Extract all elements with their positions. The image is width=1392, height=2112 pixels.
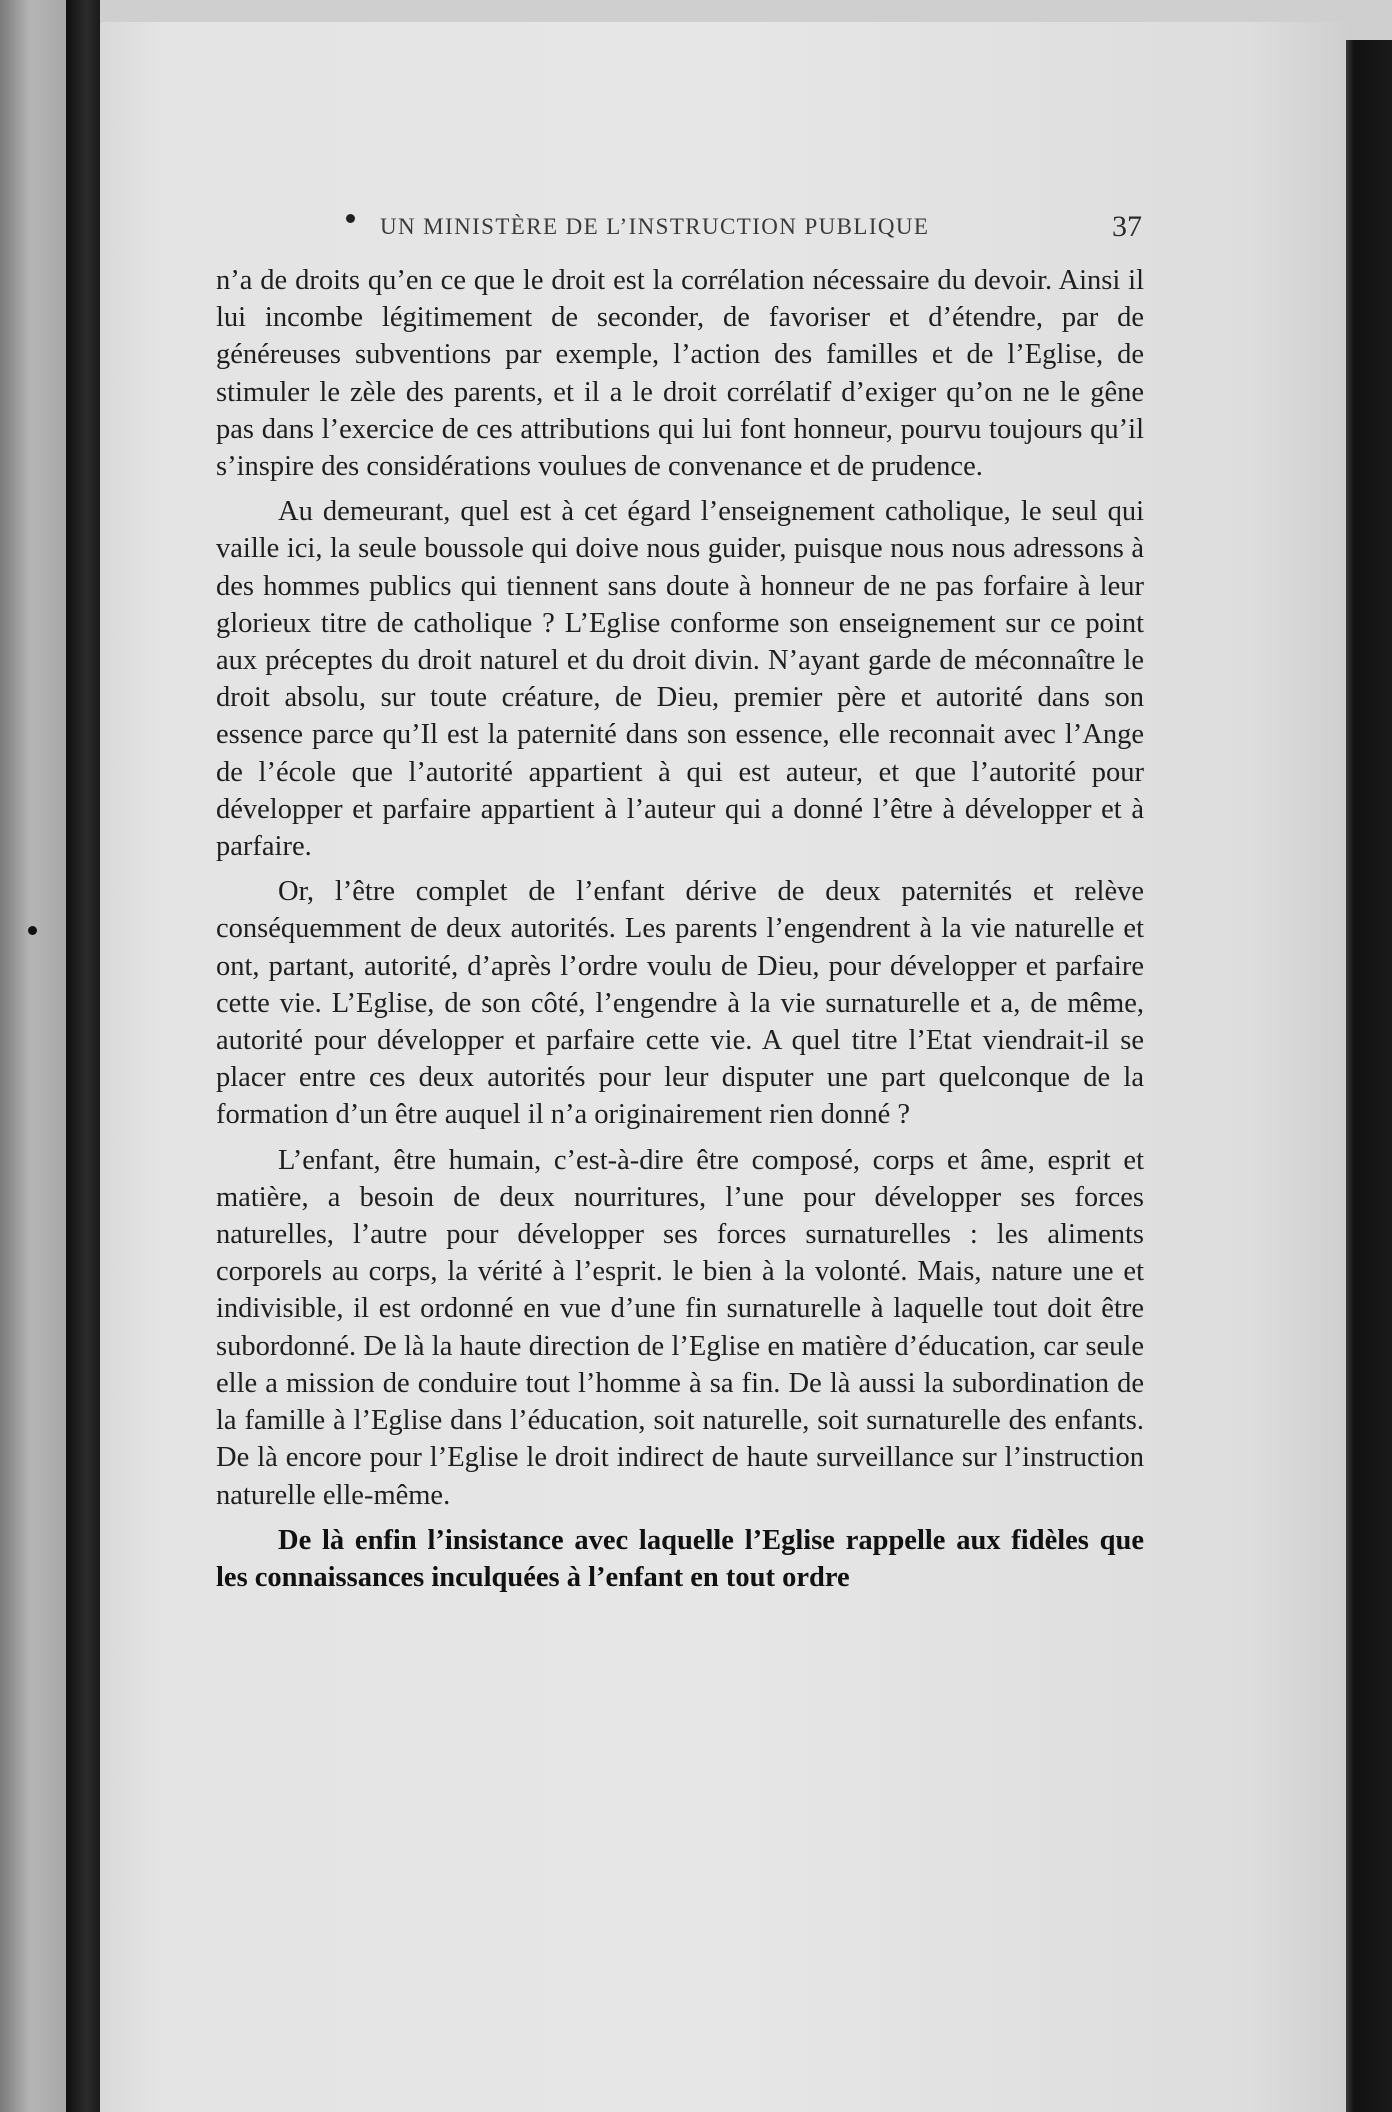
- page-number: 37: [1112, 210, 1142, 243]
- paragraph-1: n’a de droits qu’en ce que le droit est la corrélation nécessaire du devoir. Ainsi il lui incombe légitimement de seconder, de favoriser et d’étendre, par de généreuses subventions par exemple, l’action des familles et de l’Eglise, de stimuler le zèle des parents, et il a le droit corrélatif d’exiger qu’on ne le gêne pas dans l’exercice de ces attributions qui lui font honneur, pourvu toujours qu’il s’inspire des considérations voulues de convenance et de prudence.: [216, 265, 1144, 483]
- paragraph-3: Or, l’être complet de l’enfant dérive de deux paternités et relève conséquemment de deux autorités. Les parents l’engendrent à la vie naturelle et ont, partant, autorité, d’après l’ordre voulu de Dieu, pour développer et parfaire cette vie. L’Eglise, de son côté, l’engendre à la vie surnaturelle et a, de même, autorité pour développer et parfaire cette vie. A quel titre l’Etat viendrait-il se placer entre ces deux autorités pour leur disputer une part quelconque de la formation d’un être auquel il n’a originairement rien donné ?: [216, 876, 1144, 1131]
- paragraph-2: Au demeurant, quel est à cet égard l’enseignement catholique, le seul qui vaille ici, la seule boussole qui doive nous guider, puisque nous nous adressons à des hommes publics qui tiennent sans doute à honneur de ne pas forfaire à leur glorieux titre de catholique ? L’Eglise conforme son enseignement sur ce point aux préceptes du droit naturel et du droit divin. N’ayant garde de méconnaître le droit absolu, sur toute créature, de Dieu, premier père et autorité dans son essence parce qu’Il est la paternité dans son essence, elle reconnait avec l’Ange de l’école que l’autorité appartient à qui est auteur, et que l’autorité pour développer et parfaire appartient à l’auteur qui a donné l’être à développer et à parfaire.: [216, 496, 1144, 863]
- running-title: UN MINISTÈRE DE L’INSTRUCTION PUBLIQUE: [380, 214, 930, 239]
- paragraph-5: De là enfin l’insistance avec laquelle l’Eglise rappelle aux fidèles que les connaissances inculquées à l’enfant en tout ordre: [216, 1524, 1144, 1593]
- page-edge-shadow: [1346, 40, 1392, 2112]
- page-body-text: [216, 262, 1144, 1604]
- paragraph-4: L’enfant, être humain, c’est-à-dire être composé, corps et âme, esprit et matière, a besoin de deux nourritures, l’une pour développer ses forces naturelles, l’autre pour développer ses forces surnaturelles : les aliments corporels au corps, la vérité à l’esprit. le bien à la volonté. Mais, nature une et indivisible, il est ordonné en vue d’une fin surnaturelle à laquelle tout doit être subordonné. De là la haute direction de l’Eglise en matière d’éducation, car seule elle a mission de conduire tout l’homme à sa fin. De là aussi la subordination de la famille à l’Eglise dans l’éducation, soit naturelle, soit surnaturelle des enfants. De là encore pour l’Eglise le droit indirect de haute surveillance sur l’instruction naturelle elle-même.: [216, 1144, 1144, 1511]
- facing-page-margin: [0, 0, 66, 2112]
- header-dot: [346, 214, 355, 223]
- book-binding-shadow: [66, 0, 100, 2112]
- scan-speck: [28, 926, 37, 935]
